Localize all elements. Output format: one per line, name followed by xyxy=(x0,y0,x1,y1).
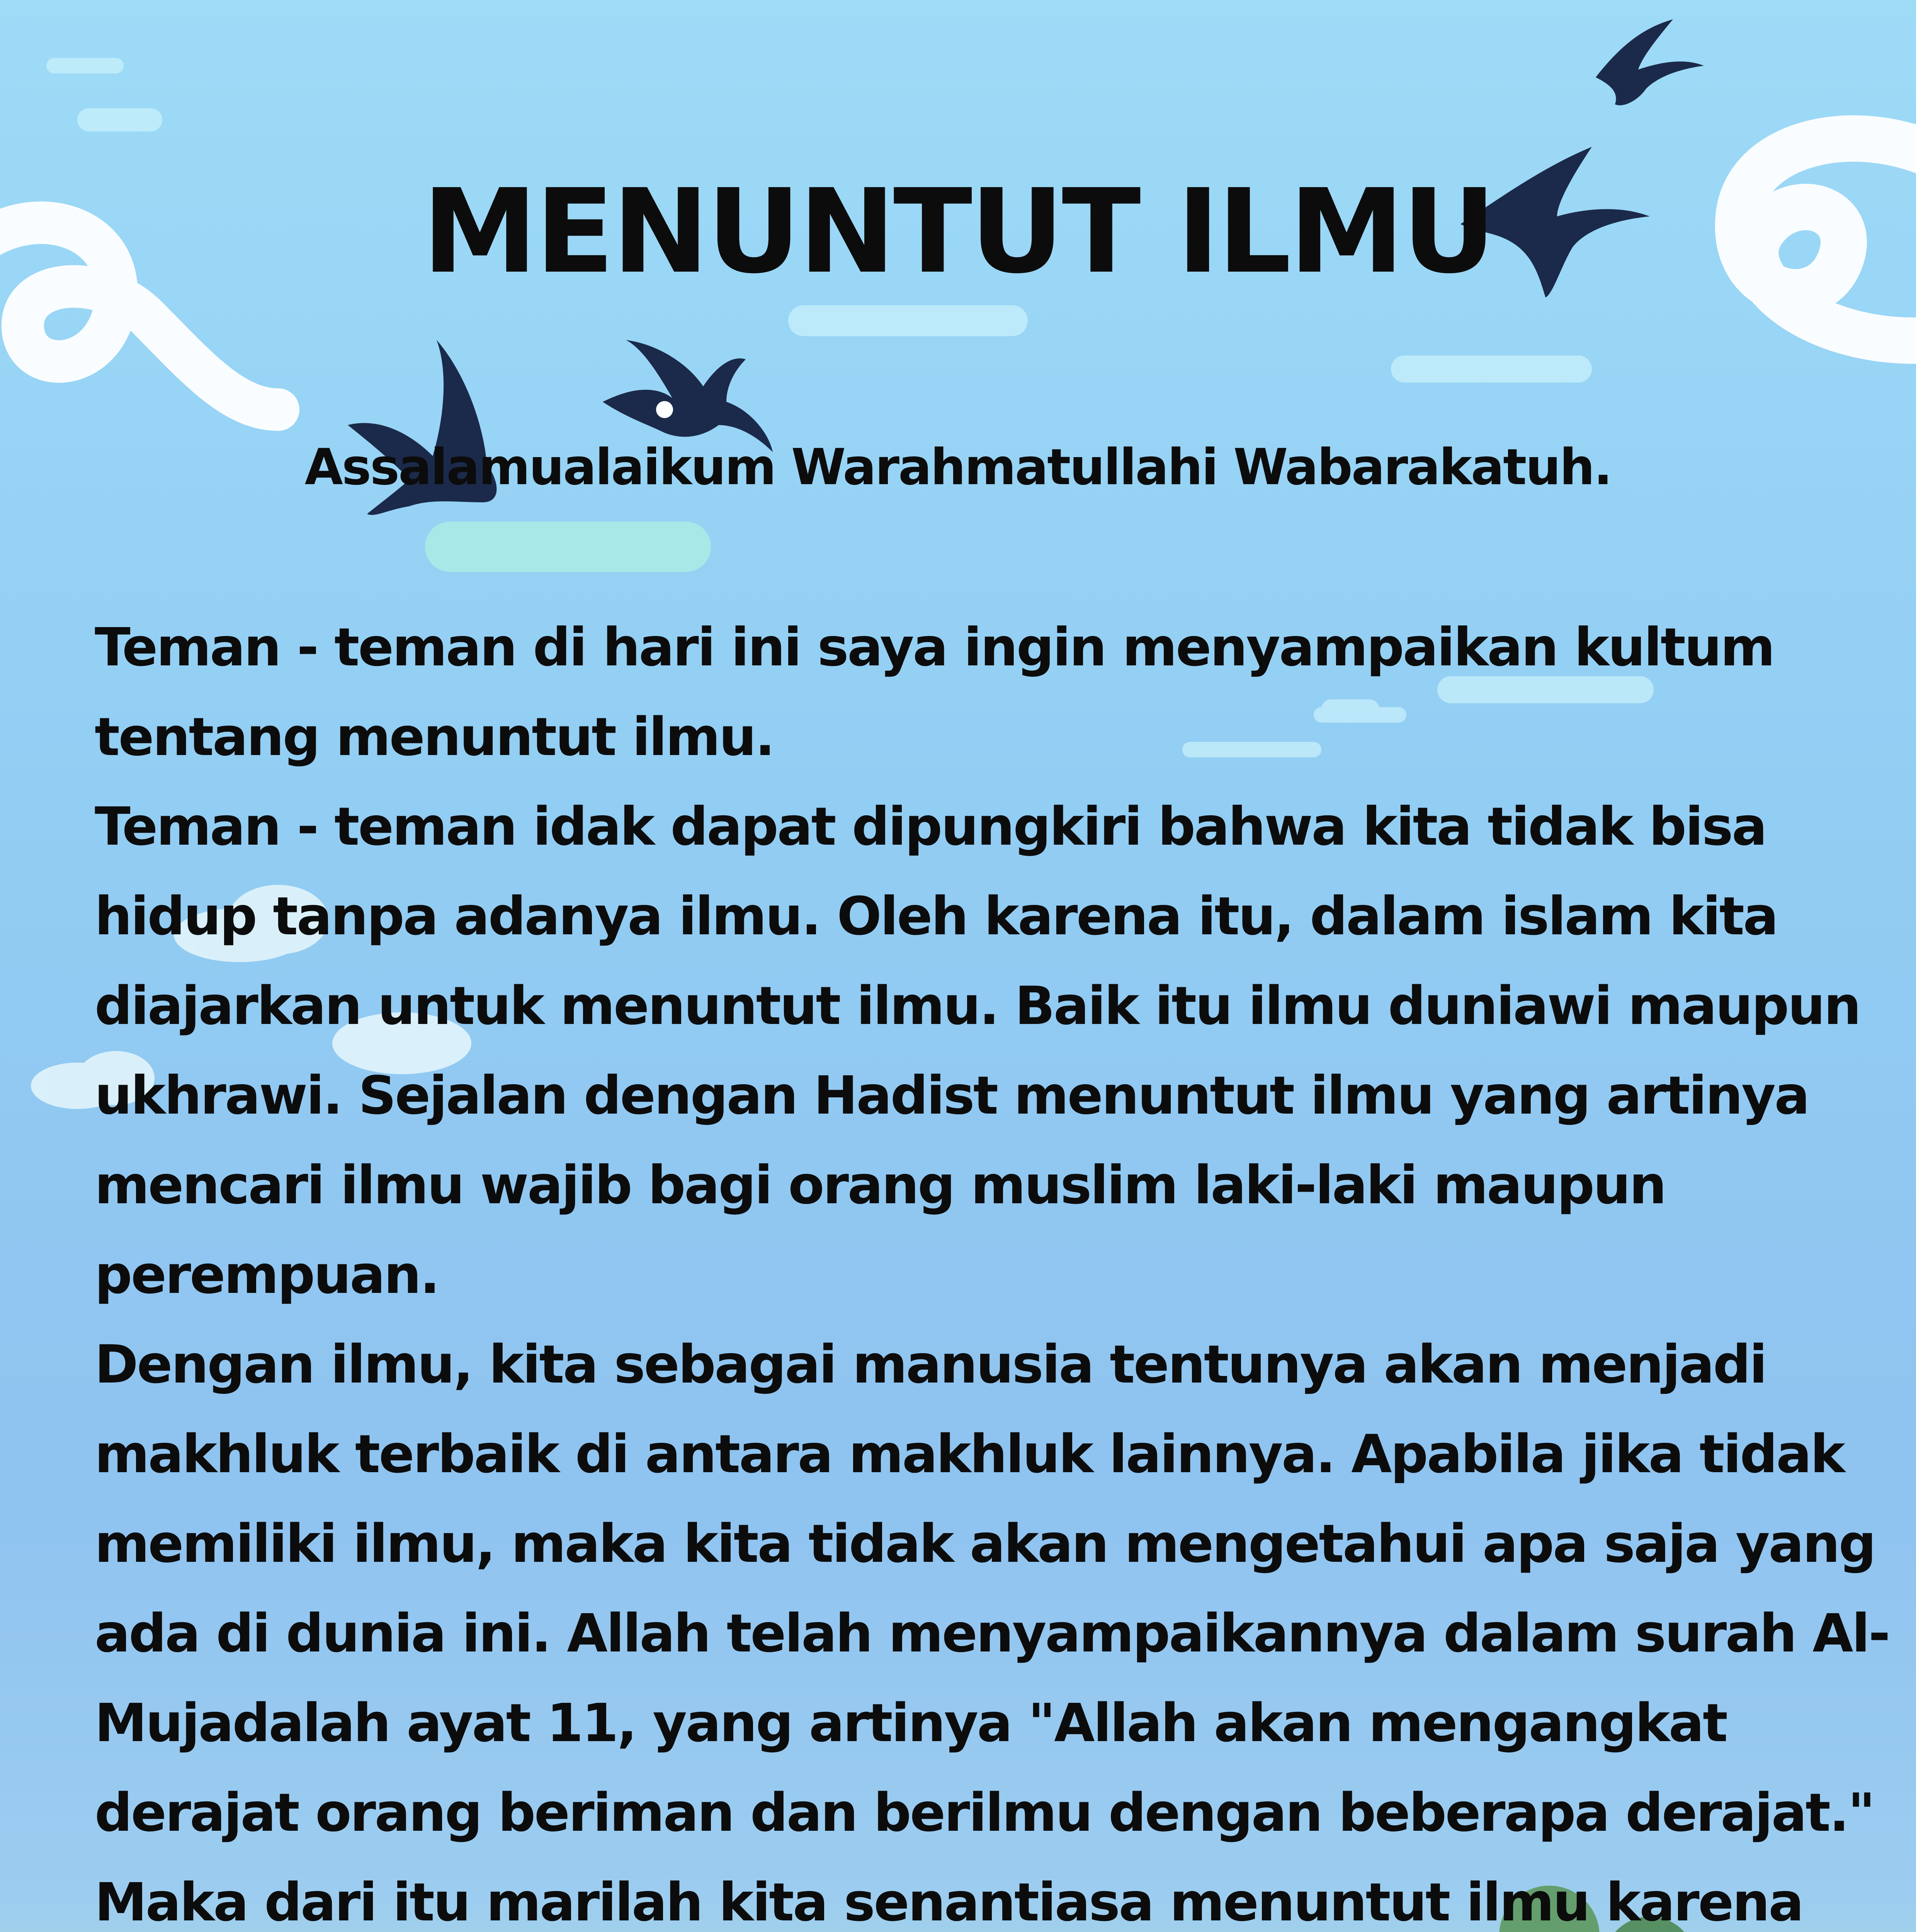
opening-greeting: Assalamualaikum Warahmatullahi Wabarakatuh. xyxy=(304,439,1612,496)
paragraph: Teman - teman di hari ini saya ingin menyampaikan kultum tentang menuntut ilmu. xyxy=(95,617,1774,768)
paragraph: Dengan ilmu, kita sebagai manusia tentunya akan menjadi makhluk terbaik di antara makhluk lainnya. Apabila jika tidak memiliki ilmu, maka kita tidak akan mengetahui apa saja yang ada di dunia ini. Allah telah menyampaikannya dalam surah Al-Mujadalah ayat 11, yang artinya "Allah akan mengangkat derajat orang beriman dan berilmu dengan beberapa derajat." xyxy=(95,1334,1889,1844)
paragraph: Teman - teman idak dapat dipungkiri bahwa kita tidak bisa hidup tanpa adanya ilmu. Oleh karena itu, dalam islam kita diajarkan untuk menuntut ilmu. Baik itu ilmu duniawi maupun ukhrawi. Sejalan dengan Hadist menuntut ilmu yang artinya mencari ilmu wajib bagi orang muslim laki-laki maupun perempuan. xyxy=(95,796,1860,1306)
paragraph: Maka dari itu marilah kita senantiasa menuntut ilmu karena xyxy=(95,1872,1803,1932)
page-title: MENUNTUT ILMU xyxy=(422,164,1494,299)
speech-body xyxy=(95,603,1907,1932)
